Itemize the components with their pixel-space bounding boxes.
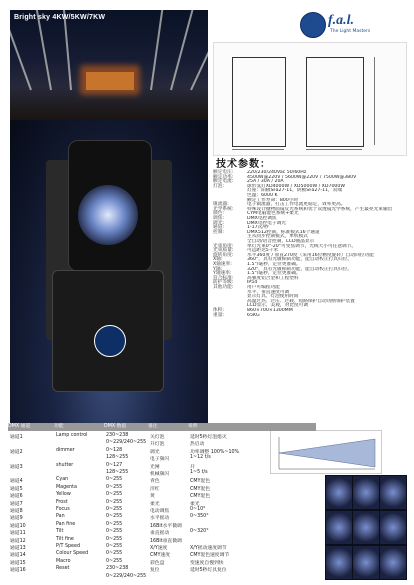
- spec-value: 1-17次/秒: [247, 225, 269, 231]
- gallery-photos: [325, 475, 407, 580]
- spec-value: CYM电脑混色系统+柔光: [247, 211, 299, 217]
- table-cell: Colour Speed: [56, 551, 89, 557]
- table-cell: Yellow: [56, 492, 71, 498]
- table-cell: 关灯泡: [150, 435, 165, 440]
- spec-value: 1.5°/毫秒，定位更准确。: [247, 262, 301, 267]
- table-cell: X/Y摇动速度调节: [190, 546, 227, 551]
- table-cell: 通道14: [10, 553, 26, 559]
- table-row: [8, 514, 316, 521]
- table-cell: 通道13: [10, 546, 26, 551]
- gallery-tile: [353, 476, 379, 509]
- table-cell: 热启动: [190, 442, 205, 448]
- table-cell: 调光: [150, 449, 160, 455]
- spec-label: 额定电压:: [213, 170, 234, 175]
- table-cell: X/Y速度: [150, 546, 168, 551]
- gallery-tile: [380, 546, 406, 579]
- table-cell: dimmer: [56, 447, 75, 453]
- spec-label: 调光:: [213, 220, 224, 226]
- table-cell: CMY混色: [190, 494, 211, 500]
- table-cell: 128~255: [106, 455, 129, 461]
- table-cell: 柔光: [190, 501, 200, 507]
- table-row: [8, 433, 316, 440]
- spec-value: 水平360度 / 垂直270度（采用16位精度旋转）自动回位功能: [247, 252, 374, 258]
- logo-text: f.a.l.: [328, 13, 355, 28]
- spec-value: DMX电控调焦: [247, 216, 277, 221]
- table-cell: 0~320°: [190, 529, 209, 535]
- table-cell: 0~350°: [190, 514, 209, 520]
- spec-value: 1.5°/毫秒，定位更准确。: [247, 271, 301, 277]
- spec-label: 调焦:: [213, 216, 224, 221]
- table-cell: 0~255: [106, 514, 123, 520]
- light-beam: [10, 10, 32, 90]
- table-cell: 通道8: [10, 509, 23, 514]
- table-cell: 通道9: [10, 516, 23, 522]
- table-cell: 128~255: [106, 470, 129, 475]
- table-row: [8, 477, 316, 484]
- table-row: [8, 529, 316, 536]
- spec-value: 用户可编程功能: [247, 285, 280, 290]
- table-cell: 1~5 t/s: [190, 470, 208, 475]
- table-cell: 青色: [150, 479, 160, 485]
- front-view-outline: [306, 57, 364, 147]
- spec-label: 镇流器:: [213, 202, 229, 208]
- spec-label: 其他功能:: [213, 285, 234, 290]
- spec-value: 色温：6000 K: [247, 193, 278, 198]
- spec-label: 额定电流:: [213, 179, 234, 185]
- spec-value: 可远距达5千米: [247, 248, 279, 254]
- table-row: [8, 485, 316, 492]
- spec-value: 高温过热、过压、过载、短路保护自动功断保护装置: [247, 298, 355, 304]
- table-row: [8, 551, 316, 558]
- table-cell: 16Bit垂直微调: [150, 538, 182, 544]
- table-row: [8, 492, 316, 499]
- table-row: [8, 537, 316, 544]
- table-cell: 16Bit水平微调: [150, 523, 182, 529]
- light-beam: [62, 10, 72, 90]
- table-cell: Lamp control: [56, 433, 88, 438]
- table-cell: Pan: [56, 514, 65, 520]
- table-cell: 0~229/240~255: [106, 440, 147, 446]
- spec-label: 光束角度:: [213, 243, 234, 249]
- spec-label: 控制:: [213, 229, 224, 235]
- table-cell: 230~238: [106, 566, 129, 572]
- table-cell: 0~255: [106, 521, 123, 527]
- table-cell: 通道10: [10, 523, 26, 529]
- side-view-outline: [232, 57, 286, 147]
- table-cell: CMY混色: [190, 479, 211, 485]
- table-cell: Macro: [56, 558, 71, 564]
- table-cell: 通道3: [10, 464, 23, 470]
- table-cell: 0~255: [106, 507, 123, 512]
- spec-label: 符合标准:: [213, 275, 234, 281]
- table-cell: 彩色盘: [150, 560, 165, 566]
- spec-value: 860×700×1300MM: [247, 308, 293, 313]
- table-cell: 机械频闪: [150, 472, 170, 477]
- table-cell: 通道12: [10, 538, 26, 544]
- table-row: [8, 455, 316, 462]
- table-cell: 通道1: [10, 435, 23, 440]
- spec-value: 360°，具有光敏抑制功能，能自动校正打具归位。: [247, 257, 353, 263]
- table-cell: shutter: [56, 462, 74, 468]
- specs-heading: 技术参数：: [216, 159, 271, 170]
- light-beam: [150, 10, 165, 90]
- table-cell: 0~255: [106, 544, 123, 549]
- table-cell: P/T Speed: [56, 544, 81, 549]
- spec-value: 主从同步控制模式，单机模式: [247, 234, 308, 240]
- table-row: [8, 463, 316, 470]
- product-photo: [10, 120, 208, 430]
- spec-label: 颜色:: [213, 211, 224, 217]
- spec-label: 通道:: [213, 225, 224, 231]
- light-beam: [34, 10, 52, 90]
- gallery-tile: [326, 476, 352, 509]
- table-cell: 水平摇动: [150, 516, 170, 522]
- gallery-tile: [326, 546, 352, 579]
- technical-drawing: [213, 42, 407, 156]
- logo-seal-icon: [300, 12, 326, 38]
- table-cell: 0~127: [106, 462, 123, 468]
- gallery-tile: [380, 511, 406, 544]
- spec-value: LCD显示，美观，对比度可调: [247, 303, 309, 309]
- table-cell: 电动调焦: [150, 509, 170, 514]
- spec-label: 旋转角度:: [213, 252, 234, 258]
- dimension-line: [232, 149, 284, 150]
- spec-label: 额定功率:: [213, 174, 234, 180]
- logo-subtitle: The Light Masters: [330, 29, 371, 34]
- spec-label: 灯泡:: [213, 183, 224, 189]
- table-cell: 0~255: [106, 484, 123, 490]
- table-cell: 通道16: [10, 568, 26, 574]
- table-cell: 开灯泡: [150, 442, 165, 448]
- spec-label: 体积:: [213, 308, 224, 313]
- spec-value: 特殊设计抛物面镜反光系统和优于双透镜光学系统，产生最亮光束输出: [247, 206, 393, 212]
- spec-label: Y轴速率:: [213, 271, 232, 277]
- table-cell: 通道11: [10, 531, 26, 537]
- spec-value: DMX512控制，标准模式16个通道: [247, 229, 320, 235]
- table-header-cell: DMX 通道: [8, 423, 54, 431]
- table-cell: 通道6: [10, 494, 23, 500]
- table-cell: 0~255: [106, 551, 123, 557]
- table-cell: 变速度自慢到快: [190, 560, 224, 566]
- table-cell: 通道5: [10, 486, 23, 492]
- spec-value: 球形氙灯XD4000W / XD5000W / XD7000W: [247, 183, 346, 189]
- spec-value: 220/230/240Vac 50/60Hz: [247, 170, 307, 175]
- table-cell: 0~255: [106, 477, 123, 483]
- table-cell: 洋红: [150, 486, 160, 492]
- table-header-cell: 备注: [148, 423, 188, 431]
- table-row: [8, 470, 316, 477]
- fixture-logo-icon: [94, 325, 126, 357]
- spec-label: X轴:: [213, 257, 223, 263]
- stage-building: [86, 72, 134, 90]
- table-cell: Magenta: [56, 484, 77, 490]
- table-cell: 230~238: [106, 433, 129, 438]
- dmx-table: [8, 423, 316, 583]
- table-cell: 通道2: [10, 449, 23, 455]
- dimension-line: [374, 57, 375, 145]
- table-header-cell: 说明: [188, 423, 316, 431]
- table-cell: 复位: [150, 568, 160, 574]
- table-cell: 柔光: [150, 501, 160, 507]
- table-cell: CMY混色速度调节: [190, 553, 230, 559]
- table-cell: 0~255: [106, 558, 123, 564]
- table-cell: CMY速度: [150, 553, 171, 559]
- table-header-cell: DMX 数值: [104, 423, 148, 431]
- product-title: Bright sky 4KW/5KW/7KW: [14, 14, 106, 21]
- table-cell: CMY混色: [190, 486, 211, 492]
- table-cell: 延时5秒灯泡熄灭: [190, 435, 227, 440]
- table-row: [8, 574, 316, 581]
- table-cell: 0~255: [106, 499, 123, 505]
- spec-value: 水平、垂直速度可调: [247, 289, 290, 295]
- gallery-tile: [380, 476, 406, 509]
- gallery-tile: [353, 546, 379, 579]
- table-cell: 0~255: [106, 492, 123, 498]
- spec-value: 显示灯具、灯泡使用时间: [247, 294, 299, 300]
- spec-value: 25A / 30A / 20A: [247, 179, 284, 185]
- spec-value: 高强度铝合金和工程塑料: [247, 275, 299, 281]
- table-cell: Tilt fine: [56, 536, 74, 542]
- table-row: [8, 507, 316, 514]
- table-cell: 0~255: [106, 529, 123, 535]
- spec-label: 重量:: [213, 312, 224, 318]
- table-row: [8, 566, 316, 573]
- table-cell: Pan fine: [56, 521, 76, 527]
- light-beam: [190, 10, 208, 90]
- spec-value: 320°，具有光敏抑制功能，能自动校正打具归位。: [247, 266, 353, 272]
- spec-value: DMX电控电子调光: [247, 220, 286, 226]
- table-cell: 0~10°: [190, 507, 206, 512]
- table-cell: Cyan: [56, 477, 69, 483]
- spec-label: Y轴:: [213, 266, 223, 272]
- table-cell: Reset: [56, 566, 70, 572]
- spec-value: 65KG: [247, 312, 260, 318]
- table-cell: 电子频闪: [150, 457, 170, 463]
- event-photo: [10, 10, 208, 120]
- table-cell: 延时5秒灯具复位: [190, 568, 227, 574]
- dimension-line: [306, 149, 362, 150]
- spec-value: 单灯光束0°-20°可变焦调节，光线大小可任意调节。: [247, 243, 357, 249]
- table-row: [8, 500, 316, 507]
- table-cell: Frost: [56, 499, 68, 505]
- spec-value: IP54: [247, 280, 258, 286]
- table-cell: 功率调整 100%~10%: [190, 449, 240, 455]
- table-cell: 通道7: [10, 501, 23, 507]
- table-row: [8, 522, 316, 529]
- table-row: [8, 559, 316, 566]
- table-cell: Focus: [56, 507, 70, 512]
- brand-logo: [300, 12, 395, 40]
- table-cell: 光闸: [150, 464, 160, 470]
- spec-list: [213, 170, 409, 320]
- table-cell: 0~229/240~255: [106, 573, 147, 579]
- table-cell: 0~128: [106, 447, 123, 453]
- spec-value: 电子镇流器，打击工作电流更稳定，效率更高。: [247, 202, 346, 208]
- spec-value: 全自动/语音控制，LCD液晶显示: [247, 239, 315, 244]
- light-beam: [170, 10, 195, 90]
- fixture-lens: [78, 185, 138, 245]
- table-header-cell: 功能: [54, 423, 104, 431]
- table-cell: 通道15: [10, 560, 26, 566]
- spec-value: 额定工作寿命：800小时: [247, 197, 299, 203]
- table-cell: 开: [190, 464, 195, 470]
- spec-label: 光束质量:: [213, 248, 234, 254]
- table-cell: Tilt: [56, 529, 64, 535]
- spec-value: 4500W@220V / 5600W@220V / 7500W@380V: [247, 174, 357, 180]
- table-row: [8, 440, 316, 447]
- spec-label: 防护等级:: [213, 280, 234, 286]
- spec-row: [213, 313, 409, 319]
- table-row: [8, 448, 316, 455]
- spec-label: 光学系统:: [213, 206, 234, 212]
- table-cell: 垂直摇动: [150, 531, 170, 537]
- table-cell: 1~12 t/s: [190, 455, 211, 461]
- gallery-tile: [353, 511, 379, 544]
- gallery-tile: [326, 511, 352, 544]
- table-cell: 黄: [150, 494, 155, 500]
- spec-label: X轴速率:: [213, 262, 232, 267]
- table-cell: 通道4: [10, 479, 23, 485]
- spec-value: 灯座：阳极SFa27-11，阴极SFa27-11，双端: [247, 188, 343, 194]
- table-row: [8, 544, 316, 551]
- table-cell: 0~255: [106, 536, 123, 542]
